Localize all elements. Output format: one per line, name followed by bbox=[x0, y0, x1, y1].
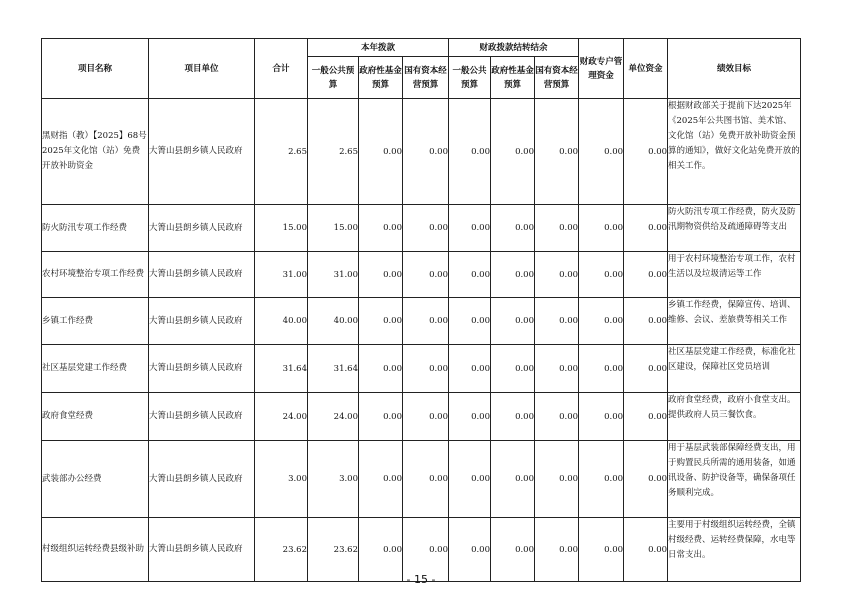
header-carryover-gov-fund: 政府性基金预算 bbox=[491, 57, 535, 99]
header-carryover-general-public: 一般公共预算 bbox=[449, 57, 491, 99]
carryover-state-capital-cell: 0.00 bbox=[535, 518, 579, 582]
project-name-cell: 农村环境整治专项工作经费 bbox=[42, 252, 149, 298]
unit-funds-cell: 0.00 bbox=[624, 205, 668, 252]
project-unit-cell: 大箐山县朗乡镇人民政府 bbox=[149, 99, 255, 205]
header-project-unit: 项目单位 bbox=[149, 39, 255, 99]
state-capital-cell: 0.00 bbox=[403, 345, 449, 393]
performance-goal-cell: 用于基层武装部保障经费支出，用于购置民兵所需的通用装备，如通讯设备、防护设备等，确保备项任务顺利完成。 bbox=[668, 441, 801, 518]
project-unit-cell: 大箐山县朗乡镇人民政府 bbox=[149, 298, 255, 345]
carryover-general-public-cell: 0.00 bbox=[449, 345, 491, 393]
general-public-cell: 2.65 bbox=[308, 99, 359, 205]
general-public-cell: 31.64 bbox=[308, 345, 359, 393]
carryover-gov-fund-cell: 0.00 bbox=[491, 205, 535, 252]
table-row bbox=[42, 518, 801, 582]
performance-goal-cell: 防火防汛专项工作经费，防火及防汛期物资供给及疏通障碍等支出 bbox=[668, 205, 801, 252]
state-capital-cell: 0.00 bbox=[403, 99, 449, 205]
project-unit-cell: 大箐山县朗乡镇人民政府 bbox=[149, 393, 255, 441]
project-name-cell: 黑财指（教）【2025】68号2025年文化馆（站）免费开放补助资金 bbox=[42, 99, 149, 205]
unit-funds-cell: 0.00 bbox=[624, 441, 668, 518]
header-carryover-group: 财政拨款结转结余 bbox=[449, 39, 579, 57]
header-special-account: 财政专户管理资金 bbox=[579, 39, 624, 99]
state-capital-cell: 0.00 bbox=[403, 393, 449, 441]
header-state-capital-budget: 国有资本经营预算 bbox=[403, 57, 449, 99]
table-row bbox=[42, 99, 801, 205]
special-account-cell: 0.00 bbox=[579, 99, 624, 205]
carryover-gov-fund-cell: 0.00 bbox=[491, 99, 535, 205]
unit-funds-cell: 0.00 bbox=[624, 252, 668, 298]
total-cell: 3.00 bbox=[255, 441, 308, 518]
carryover-general-public-cell: 0.00 bbox=[449, 99, 491, 205]
state-capital-cell: 0.00 bbox=[403, 518, 449, 582]
carryover-state-capital-cell: 0.00 bbox=[535, 99, 579, 205]
table-row bbox=[42, 252, 801, 298]
carryover-general-public-cell: 0.00 bbox=[449, 441, 491, 518]
general-public-cell: 15.00 bbox=[308, 205, 359, 252]
project-name-cell: 政府食堂经费 bbox=[42, 393, 149, 441]
carryover-gov-fund-cell: 0.00 bbox=[491, 441, 535, 518]
total-cell: 31.64 bbox=[255, 345, 308, 393]
table-row bbox=[42, 393, 801, 441]
unit-funds-cell: 0.00 bbox=[624, 345, 668, 393]
project-name-cell: 社区基层党建工作经费 bbox=[42, 345, 149, 393]
table-row bbox=[42, 345, 801, 393]
special-account-cell: 0.00 bbox=[579, 441, 624, 518]
general-public-cell: 24.00 bbox=[308, 393, 359, 441]
gov-fund-cell: 0.00 bbox=[359, 99, 403, 205]
performance-goal-cell: 社区基层党建工作经费，标准化社区建设，保障社区党员培训 bbox=[668, 345, 801, 393]
table-row bbox=[42, 298, 801, 345]
unit-funds-cell: 0.00 bbox=[624, 518, 668, 582]
table-header bbox=[42, 39, 801, 99]
gov-fund-cell: 0.00 bbox=[359, 518, 403, 582]
general-public-cell: 40.00 bbox=[308, 298, 359, 345]
total-cell: 40.00 bbox=[255, 298, 308, 345]
state-capital-cell: 0.00 bbox=[403, 205, 449, 252]
gov-fund-cell: 0.00 bbox=[359, 205, 403, 252]
header-total: 合计 bbox=[255, 39, 308, 99]
gov-fund-cell: 0.00 bbox=[359, 345, 403, 393]
project-unit-cell: 大箐山县朗乡镇人民政府 bbox=[149, 205, 255, 252]
carryover-gov-fund-cell: 0.00 bbox=[491, 298, 535, 345]
state-capital-cell: 0.00 bbox=[403, 298, 449, 345]
state-capital-cell: 0.00 bbox=[403, 441, 449, 518]
general-public-cell: 31.00 bbox=[308, 252, 359, 298]
page-number: - 15 - bbox=[406, 573, 436, 586]
header-general-public-budget: 一般公共预算 bbox=[308, 57, 359, 99]
project-budget-table bbox=[41, 38, 801, 582]
unit-funds-cell: 0.00 bbox=[624, 393, 668, 441]
gov-fund-cell: 0.00 bbox=[359, 252, 403, 298]
carryover-state-capital-cell: 0.00 bbox=[535, 345, 579, 393]
state-capital-cell: 0.00 bbox=[403, 252, 449, 298]
project-unit-cell: 大箐山县朗乡镇人民政府 bbox=[149, 345, 255, 393]
carryover-state-capital-cell: 0.00 bbox=[535, 252, 579, 298]
project-name-cell: 乡镇工作经费 bbox=[42, 298, 149, 345]
table-row bbox=[42, 441, 801, 518]
performance-goal-cell: 主要用于村级组织运转经费，全镇村级经费、运转经费保障，水电等日常支出。 bbox=[668, 518, 801, 582]
carryover-general-public-cell: 0.00 bbox=[449, 298, 491, 345]
header-unit-funds: 单位资金 bbox=[624, 39, 668, 99]
header-carryover-state-capital: 国有资本经营预算 bbox=[535, 57, 579, 99]
general-public-cell: 23.62 bbox=[308, 518, 359, 582]
carryover-gov-fund-cell: 0.00 bbox=[491, 252, 535, 298]
unit-funds-cell: 0.00 bbox=[624, 298, 668, 345]
table-row bbox=[42, 205, 801, 252]
total-cell: 31.00 bbox=[255, 252, 308, 298]
project-unit-cell: 大箐山县朗乡镇人民政府 bbox=[149, 518, 255, 582]
special-account-cell: 0.00 bbox=[579, 252, 624, 298]
gov-fund-cell: 0.00 bbox=[359, 298, 403, 345]
header-gov-fund-budget: 政府性基金预算 bbox=[359, 57, 403, 99]
total-cell: 24.00 bbox=[255, 393, 308, 441]
project-unit-cell: 大箐山县朗乡镇人民政府 bbox=[149, 252, 255, 298]
unit-funds-cell: 0.00 bbox=[624, 99, 668, 205]
carryover-state-capital-cell: 0.00 bbox=[535, 441, 579, 518]
project-unit-cell: 大箐山县朗乡镇人民政府 bbox=[149, 441, 255, 518]
carryover-state-capital-cell: 0.00 bbox=[535, 205, 579, 252]
performance-goal-cell: 用于农村环境整治专项工作，农村生活以及垃圾清运等工作 bbox=[668, 252, 801, 298]
total-cell: 23.62 bbox=[255, 518, 308, 582]
header-performance-goal: 绩效目标 bbox=[668, 39, 801, 99]
project-name-cell: 村级组织运转经费县级补助 bbox=[42, 518, 149, 582]
carryover-general-public-cell: 0.00 bbox=[449, 518, 491, 582]
carryover-general-public-cell: 0.00 bbox=[449, 252, 491, 298]
special-account-cell: 0.00 bbox=[579, 345, 624, 393]
performance-goal-cell: 根据财政部关于提前下达2025年《2025年公共图书馆、美术馆、文化馆（站）免费开放补助资金预算的通知》，做好文化站免费开放的相关工作。 bbox=[668, 99, 801, 205]
carryover-state-capital-cell: 0.00 bbox=[535, 393, 579, 441]
carryover-state-capital-cell: 0.00 bbox=[535, 298, 579, 345]
project-name-cell: 防火防汛专项工作经费 bbox=[42, 205, 149, 252]
performance-goal-cell: 乡镇工作经费，保障宣传、培训、维修、会议、差旅费等相关工作 bbox=[668, 298, 801, 345]
project-name-cell: 武装部办公经费 bbox=[42, 441, 149, 518]
carryover-general-public-cell: 0.00 bbox=[449, 393, 491, 441]
total-cell: 15.00 bbox=[255, 205, 308, 252]
total-cell: 2.65 bbox=[255, 99, 308, 205]
special-account-cell: 0.00 bbox=[579, 298, 624, 345]
header-project-name: 项目名称 bbox=[42, 39, 149, 99]
gov-fund-cell: 0.00 bbox=[359, 441, 403, 518]
carryover-gov-fund-cell: 0.00 bbox=[491, 345, 535, 393]
header-current-year-group: 本年拨款 bbox=[308, 39, 449, 57]
performance-goal-cell: 政府食堂经费，政府小食堂支出。提供政府人员三餐饮食。 bbox=[668, 393, 801, 441]
special-account-cell: 0.00 bbox=[579, 393, 624, 441]
special-account-cell: 0.00 bbox=[579, 205, 624, 252]
carryover-gov-fund-cell: 0.00 bbox=[491, 393, 535, 441]
gov-fund-cell: 0.00 bbox=[359, 393, 403, 441]
carryover-gov-fund-cell: 0.00 bbox=[491, 518, 535, 582]
general-public-cell: 3.00 bbox=[308, 441, 359, 518]
carryover-general-public-cell: 0.00 bbox=[449, 205, 491, 252]
table-body bbox=[42, 99, 801, 582]
special-account-cell: 0.00 bbox=[579, 518, 624, 582]
